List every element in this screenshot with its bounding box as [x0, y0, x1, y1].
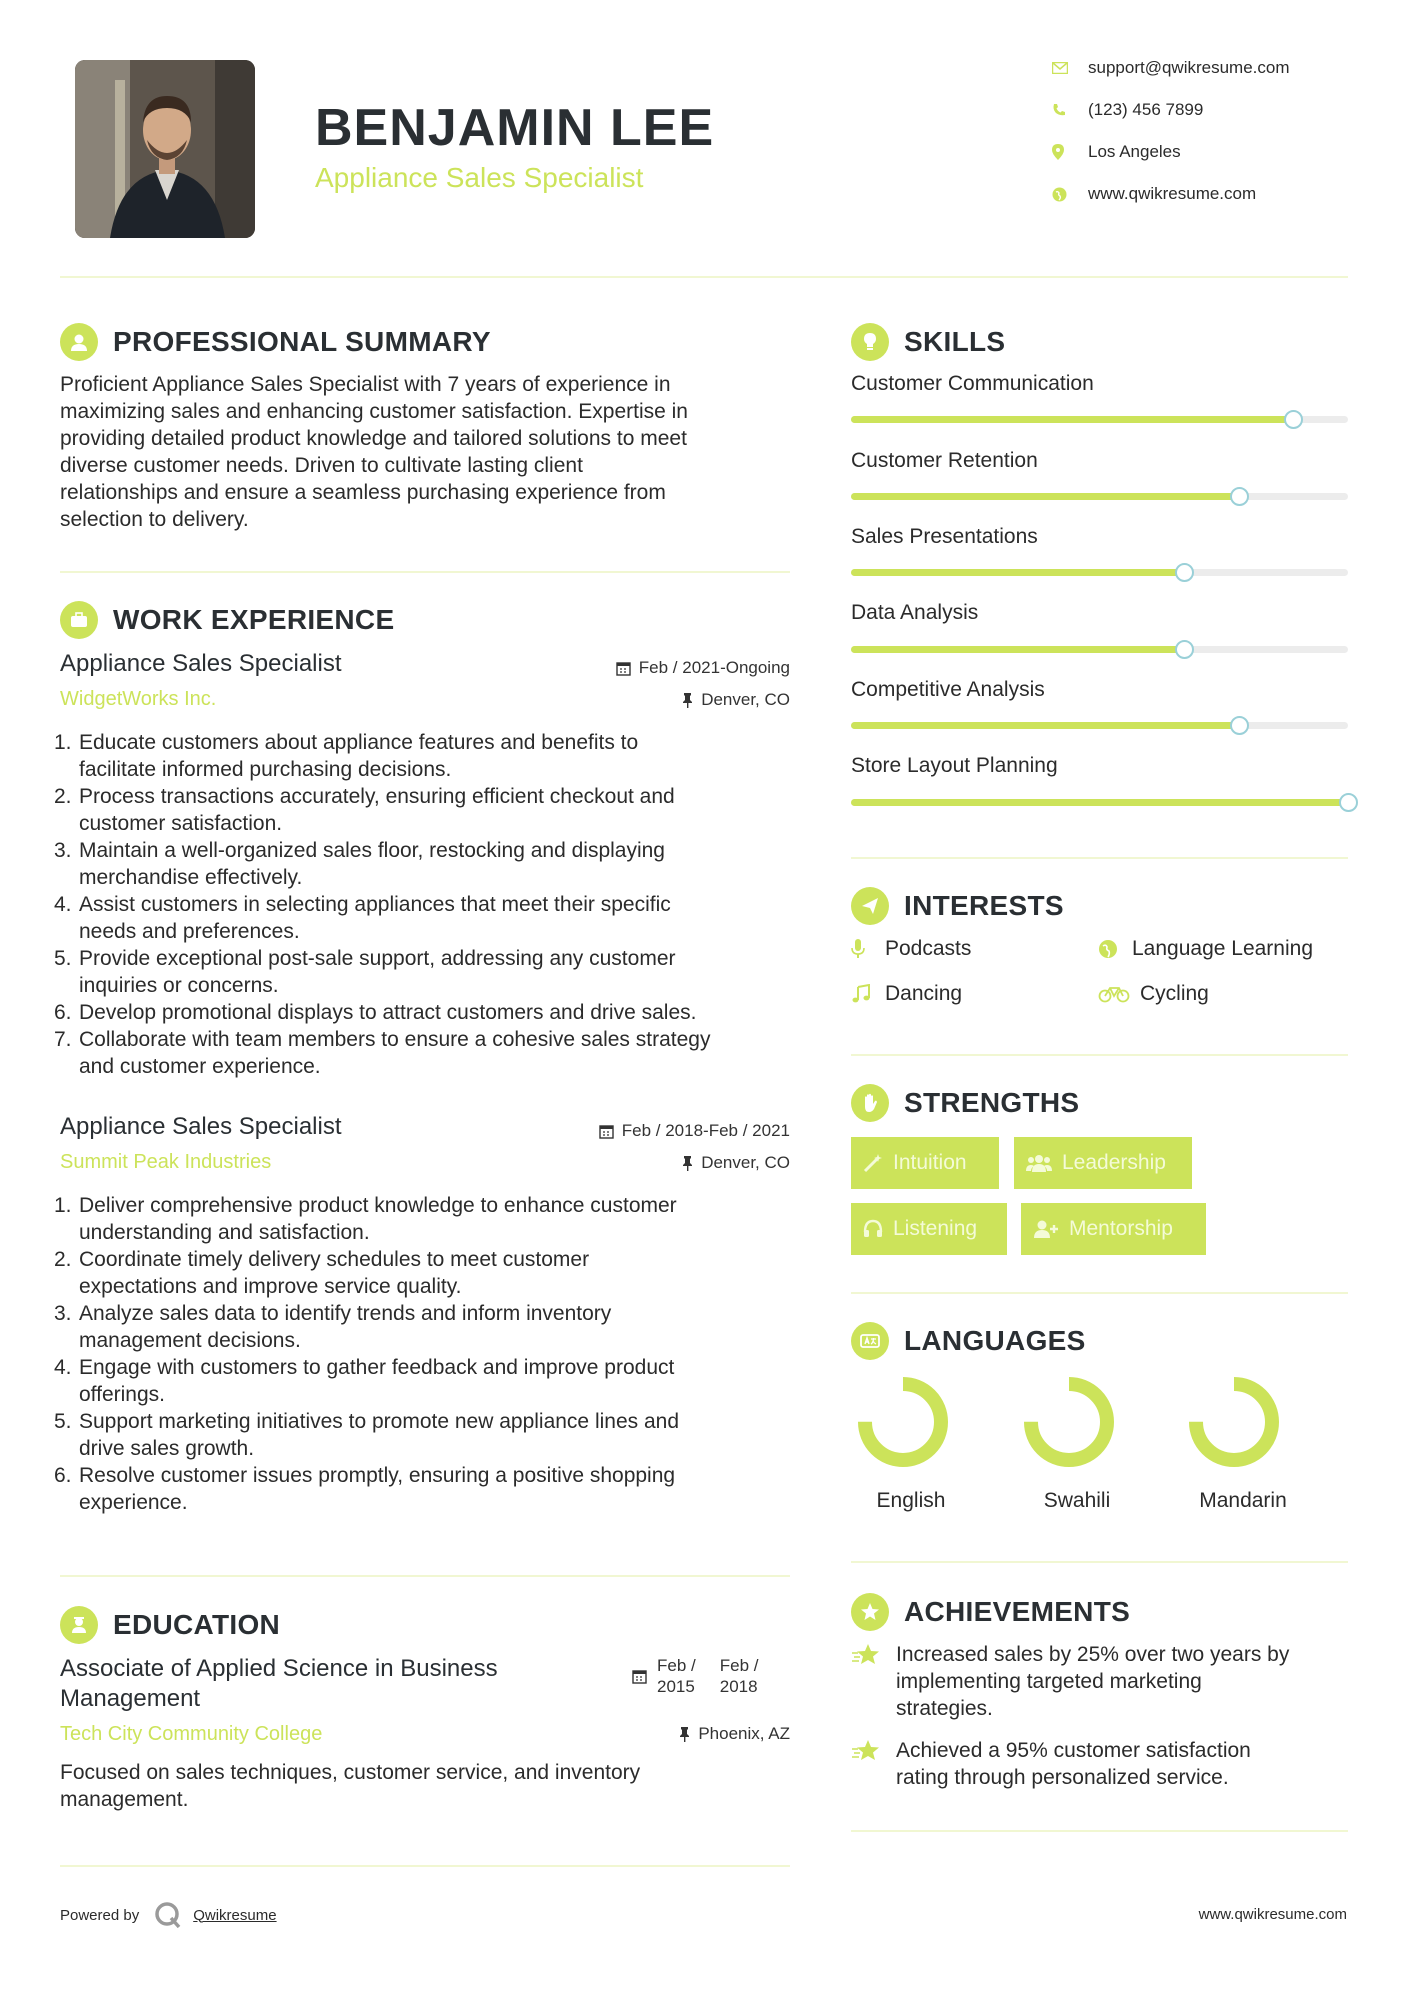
list-item: 3. Maintain a well-organized sales floor, restocking and displaying merchandise effectively.	[54, 839, 665, 889]
interest-item: Language Learning	[1098, 937, 1313, 961]
list-item: 6. Develop promotional displays to attract customers and drive sales.	[54, 1001, 697, 1024]
list-item: 2. Coordinate timely delivery schedules to meet customer expectations and improve service quality.	[54, 1248, 590, 1298]
skill-bar-handle	[1175, 640, 1194, 659]
job-title: Appliance Sales Specialist	[60, 650, 342, 677]
job-location: Denver, CO	[682, 1153, 790, 1173]
section-divider	[851, 1561, 1348, 1563]
music-note-icon	[851, 984, 871, 1004]
contact-email[interactable]: support@qwikresume.com	[1052, 58, 1290, 78]
calendar-icon	[599, 1124, 614, 1139]
language-name: English	[876, 1489, 946, 1512]
list-item: 1. Educate customers about appliance features and benefits to facilitate informed purchasing decisions.	[54, 731, 639, 781]
lightbulb-icon	[851, 323, 889, 361]
footer-website[interactable]: www.qwikresume.com	[1198, 1906, 1347, 1923]
language-name: Swahili	[1043, 1489, 1111, 1512]
star-icon	[851, 1739, 881, 1763]
section-divider	[851, 857, 1348, 859]
language-ring	[858, 1377, 948, 1467]
education-header	[60, 1606, 280, 1644]
skill-bar-handle	[1230, 716, 1249, 735]
candidate-role: Appliance Sales Specialist	[315, 162, 644, 193]
skill-name: Sales Presentations	[851, 525, 1038, 548]
skill-bar-handle	[1230, 487, 1249, 506]
achievement-item: Achieved a 95% customer satisfaction rating through personalized service.	[851, 1737, 1348, 1791]
skill-bar-fill	[851, 722, 1239, 729]
achievements-title: ACHIEVEMENTS	[904, 1596, 1131, 1627]
hand-icon	[851, 1084, 889, 1122]
section-divider	[851, 1054, 1348, 1056]
languages-header	[851, 1322, 1086, 1360]
skill-bar-fill	[851, 493, 1239, 500]
skill-bar	[851, 493, 1348, 500]
strength-tag: Listening	[851, 1203, 1007, 1255]
skill-bar-fill	[851, 416, 1293, 423]
list-item: 4. Assist customers in selecting appliances that meet their specific needs and preferences.	[54, 893, 671, 943]
skill-bar-fill	[851, 569, 1184, 576]
headphones-icon	[863, 1219, 883, 1239]
skill-bar	[851, 722, 1348, 729]
skill-bar	[851, 646, 1348, 653]
summary-header	[60, 323, 491, 361]
education-dates: Feb / 2015 Feb / 2018	[632, 1655, 759, 1697]
language-ring	[1189, 1377, 1279, 1467]
section-divider	[851, 1292, 1348, 1294]
degree-title: Associate of Applied Science in Business Management	[60, 1655, 498, 1712]
user-plus-icon	[1033, 1219, 1059, 1239]
skill-bar	[851, 569, 1348, 576]
microphone-icon	[851, 939, 865, 959]
interest-item: Podcasts	[851, 937, 971, 961]
skill-bar-fill	[851, 799, 1348, 806]
skills-title: SKILLS	[904, 326, 1006, 357]
powered-by: Powered by Qwikresume	[60, 1900, 277, 1930]
experience-title: WORK EXPERIENCE	[113, 604, 395, 635]
skill-bar-fill	[851, 646, 1184, 653]
globe-icon	[1052, 187, 1067, 202]
job-location: Denver, CO	[682, 690, 790, 710]
strength-tag: Mentorship	[1021, 1203, 1206, 1255]
achievement-item: Increased sales by 25% over two years by implementing targeted marketing strategies.	[851, 1641, 1348, 1722]
briefcase-icon	[60, 601, 98, 639]
skill-name: Competitive Analysis	[851, 678, 1045, 701]
section-divider	[60, 1575, 790, 1577]
list-item: 4. Engage with customers to gather feedback and improve product offerings.	[54, 1356, 675, 1406]
list-item: 7. Collaborate with team members to ensure a cohesive sales strategy and customer experience.	[54, 1028, 711, 1078]
achievements-header	[851, 1593, 1130, 1631]
interests-header	[851, 887, 1064, 925]
list-item: 3. Analyze sales data to identify trends and inform inventory management decisions.	[54, 1302, 612, 1352]
pushpin-icon	[682, 693, 693, 708]
qwikresume-link[interactable]: Qwikresume	[193, 1906, 277, 1924]
school-name: Tech City Community College	[60, 1723, 323, 1745]
phone-icon	[1052, 103, 1066, 117]
magic-wand-icon	[863, 1153, 883, 1173]
pushpin-icon	[682, 1156, 693, 1171]
graduation-icon	[60, 1606, 98, 1644]
map-pin-icon	[1052, 144, 1064, 160]
contact-location: Los Angeles	[1052, 142, 1181, 162]
job-dates: Feb / 2021-Ongoing	[616, 658, 790, 678]
skill-name: Customer Retention	[851, 449, 1038, 472]
strength-tag: Leadership	[1014, 1137, 1192, 1189]
skill-name: Customer Communication	[851, 372, 1094, 395]
interest-item: Cycling	[1098, 982, 1209, 1006]
strengths-header	[851, 1084, 1079, 1122]
job-company: WidgetWorks Inc.	[60, 688, 217, 710]
skill-bar-handle	[1175, 563, 1194, 582]
job-dates: Feb / 2018-Feb / 2021	[599, 1121, 790, 1141]
qwikresume-logo-icon	[153, 1900, 183, 1930]
list-item: 2. Process transactions accurately, ensuring efficient checkout and customer satisfaction.	[54, 785, 675, 835]
languages-title: LANGUAGES	[904, 1325, 1086, 1356]
candidate-name: BENJAMIN LEE	[315, 99, 715, 157]
list-item: 1. Deliver comprehensive product knowledge to enhance customer understanding and satisfaction.	[54, 1194, 677, 1244]
skill-name: Data Analysis	[851, 601, 979, 624]
list-item: 5. Provide exceptional post-sale support, addressing any customer inquiries or concerns.	[54, 947, 676, 997]
calendar-icon	[632, 1669, 647, 1684]
language-name: Mandarin	[1199, 1489, 1287, 1512]
section-divider	[851, 1830, 1348, 1832]
paper-plane-icon	[851, 887, 889, 925]
skill-bar-handle	[1284, 410, 1303, 429]
list-item: 5. Support marketing initiatives to promote new appliance lines and drive sales growth.	[54, 1410, 680, 1460]
bicycle-icon	[1098, 985, 1130, 1003]
job-title: Appliance Sales Specialist	[60, 1113, 342, 1140]
strengths-title: STRENGTHS	[904, 1087, 1080, 1118]
skill-bar-handle	[1339, 793, 1358, 812]
award-icon	[851, 1593, 889, 1631]
user-icon	[60, 323, 98, 361]
education-description: Focused on sales techniques, customer service, and inventory management.	[60, 1761, 641, 1811]
star-icon	[851, 1643, 881, 1667]
profile-photo	[75, 60, 255, 238]
contact-phone[interactable]: (123) 456 7899	[1052, 100, 1203, 120]
header-divider	[60, 276, 1348, 278]
contact-website[interactable]: www.qwikresume.com	[1052, 184, 1256, 204]
skill-name: Store Layout Planning	[851, 754, 1058, 777]
section-divider	[60, 571, 790, 573]
job-duties	[54, 729, 810, 1080]
envelope-icon	[1052, 62, 1068, 74]
summary-title: PROFESSIONAL SUMMARY	[113, 326, 491, 357]
skill-bar	[851, 416, 1348, 423]
summary-text: Proficient Appliance Sales Specialist with 7 years of experience in maximizing sales and enhancing customer satisfaction. Expertise in providing detailed product knowledge and tailored solutions to meet diverse customer needs. Driven to cultivate lasting client relationships and ensure a seamless purchasing experience from selection to delivery.	[60, 373, 688, 531]
users-icon	[1026, 1153, 1052, 1173]
strength-tag: Intuition	[851, 1137, 999, 1189]
language-icon	[851, 1322, 889, 1360]
job-duties	[54, 1192, 810, 1516]
experience-header	[60, 601, 394, 639]
pushpin-icon	[679, 1727, 690, 1742]
interests-title: INTERESTS	[904, 890, 1064, 921]
skills-header	[851, 323, 1005, 361]
job-company: Summit Peak Industries	[60, 1151, 272, 1173]
language-ring	[1024, 1377, 1114, 1467]
calendar-icon	[616, 661, 631, 676]
skill-bar	[851, 799, 1348, 806]
school-location: Phoenix, AZ	[679, 1724, 790, 1744]
education-title: EDUCATION	[113, 1609, 281, 1640]
section-divider	[60, 1865, 790, 1867]
list-item: 6. Resolve customer issues promptly, ensuring a positive shopping experience.	[54, 1464, 676, 1514]
interest-item: Dancing	[851, 982, 962, 1006]
globe-icon	[1098, 939, 1118, 959]
